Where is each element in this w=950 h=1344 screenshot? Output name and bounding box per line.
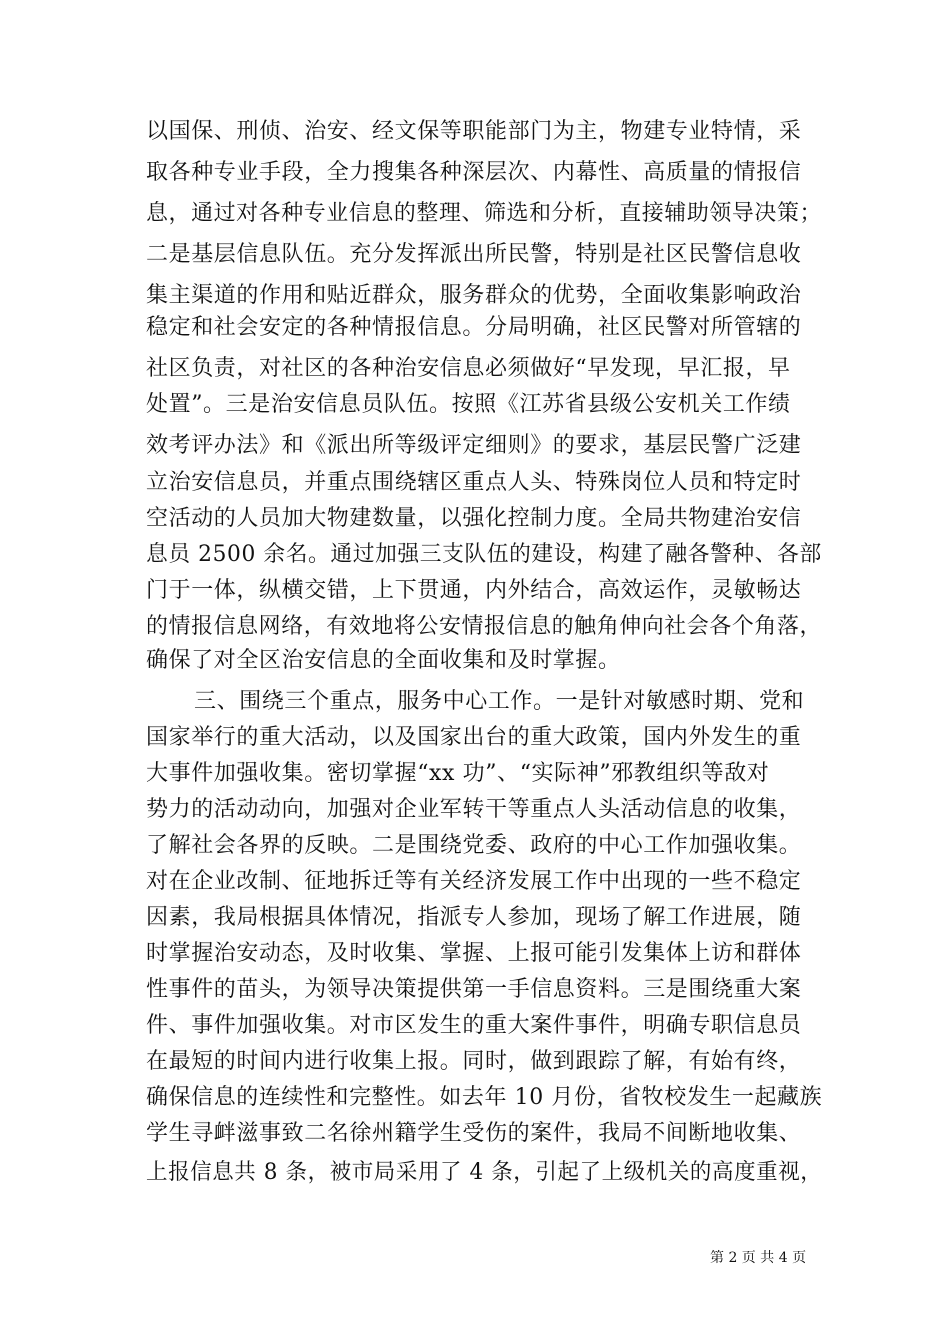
text-line: 的情报信息网络，有效地将公安情报信息的触角伸向社会各个角落， — [146, 614, 823, 639]
text-line: 息员 2500 余名。通过加强三支队伍的建设，构建了融各警种、各部 — [146, 542, 822, 567]
text-line: 学生寻衅滋事致二名徐州籍学生受伤的案件，我局不间断地收集、 — [146, 1121, 802, 1146]
text-line: 了解社会各界的反映。二是围绕党委、政府的中心工作加强收集。 — [146, 833, 802, 858]
text-line: 在最短的时间内进行收集上报。同时，做到跟踪了解，有始有终， — [146, 1049, 802, 1074]
text-line: 社区负责，对社区的各种治安信息必须做好“早发现，早汇报，早 — [146, 356, 791, 381]
text-line: 空活动的人员加大物建数量，以强化控制力度。全局共物建治安信 — [146, 506, 802, 531]
text-line: 集主渠道的作用和贴近群众，服务群众的优势，全面收集影响政治 — [146, 283, 802, 308]
text-line: 时掌握治安动态，及时收集、掌握、上报可能引发集体上访和群体 — [146, 941, 802, 966]
text-line: 取各种专业手段，全力搜集各种深层次、内幕性、高质量的情报信 — [146, 160, 802, 185]
text-line: 件、事件加强收集。对市区发生的重大案件事件，明确专职信息员 — [146, 1013, 802, 1038]
text-line: 处置”。三是治安信息员队伍。按照《江苏省县级公安机关工作绩 — [146, 392, 791, 417]
text-line: 性事件的苗头，为领导决策提供第一手信息资料。三是围绕重大案 — [146, 977, 802, 1002]
text-line: 确保信息的连续性和完整性。如去年 10 月份，省牧校发生一起藏族 — [146, 1085, 823, 1110]
page-number-footer: 第 2 页 共 4 页 — [710, 1250, 807, 1266]
text-line: 势力的活动动向，加强对企业军转干等重点人头活动信息的收集， — [146, 797, 802, 822]
text-line: 二是基层信息队伍。充分发挥派出所民警，特别是社区民警信息收 — [146, 242, 802, 267]
text-line: 上报信息共 8 条，被市局采用了 4 条，引起了上级机关的高度重视， — [146, 1160, 823, 1185]
text-line: 国家举行的重大活动，以及国家出台的重大政策，国内外发生的重 — [146, 725, 802, 750]
text-line: 以国保、刑侦、治安、经文保等职能部门为主，物建专业特情，采 — [146, 119, 802, 144]
text-line: 立治安信息员，并重点围绕辖区重点人头、特殊岗位人员和特定时 — [146, 470, 802, 495]
text-line: 门于一体，纵横交错，上下贯通，内外结合，高效运作，灵敏畅达 — [146, 578, 802, 603]
text-line: 对在企业改制、征地拆迁等有关经济发展工作中出现的一些不稳定 — [146, 869, 802, 894]
paragraph-heading: 三、围绕三个重点，服务中心工作。一是针对敏感时期、党和 — [194, 689, 805, 714]
text-line: 确保了对全区治安信息的全面收集和及时掌握。 — [146, 648, 621, 673]
text-line: 稳定和社会安定的各种情报信息。分局明确，社区民警对所管辖的 — [146, 315, 802, 340]
text-line: 因素，我局根据具体情况，指派专人参加，现场了解工作进展，随 — [146, 905, 802, 930]
text-line: 息，通过对各种专业信息的整理、筛选和分析，直接辅助领导决策； — [146, 201, 823, 226]
text-line: 大事件加强收集。密切掌握“xx 功”、“实际神”邪教组织等敌对 — [146, 761, 770, 786]
text-line: 效考评办法》和《派出所等级评定细则》的要求，基层民警广泛建 — [146, 433, 802, 458]
